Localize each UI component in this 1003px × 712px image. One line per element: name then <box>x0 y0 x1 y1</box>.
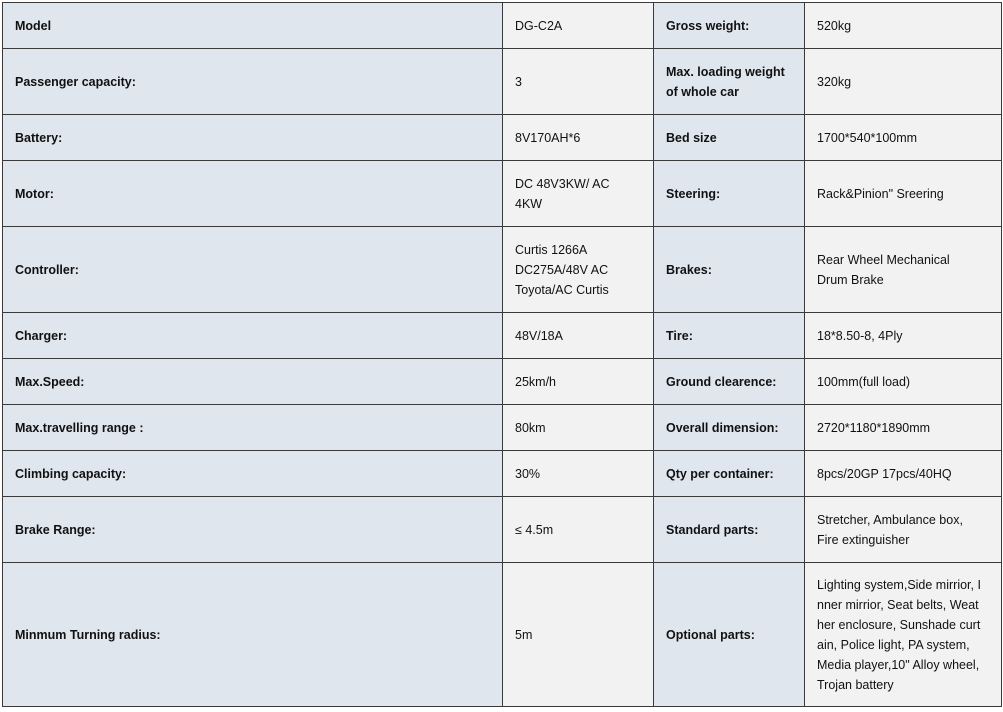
table-row <box>3 161 1002 227</box>
table-row <box>3 497 1002 563</box>
spec-value: Stretcher, Ambulance box, Fire extinguisher <box>805 497 1002 563</box>
spec-label: Max.Speed: <box>3 359 503 405</box>
spec-label: Brake Range: <box>3 497 503 563</box>
spec-table <box>2 2 1002 707</box>
spec-label: Brakes: <box>654 227 805 313</box>
spec-label: Passenger capacity: <box>3 49 503 115</box>
spec-value: Lighting system,Side mirrior, I nner mirrior, Seat belts, Weat her enclosure, Sunshade curt ain, Police light, PA system, Media player,10" Alloy wheel, Trojan battery <box>805 563 1002 707</box>
spec-label: Max.travelling range : <box>3 405 503 451</box>
spec-label: Battery: <box>3 115 503 161</box>
spec-label: Motor: <box>3 161 503 227</box>
table-row <box>3 115 1002 161</box>
spec-label: Qty per container: <box>654 451 805 497</box>
spec-value: DG-C2A <box>503 3 654 49</box>
table-row <box>3 3 1002 49</box>
spec-value: 48V/18A <box>503 313 654 359</box>
spec-label: Ground clearence: <box>654 359 805 405</box>
spec-label: Gross weight: <box>654 3 805 49</box>
spec-value: Curtis 1266A DC275A/48V AC Toyota/AC Curtis <box>503 227 654 313</box>
spec-label: Overall dimension: <box>654 405 805 451</box>
spec-value: 320kg <box>805 49 1002 115</box>
spec-value: 100mm(full load) <box>805 359 1002 405</box>
table-row <box>3 227 1002 313</box>
spec-value: 2720*1180*1890mm <box>805 405 1002 451</box>
table-row <box>3 313 1002 359</box>
spec-label: Charger: <box>3 313 503 359</box>
spec-value: Rack&Pinion" Sreering <box>805 161 1002 227</box>
spec-label: Climbing capacity: <box>3 451 503 497</box>
table-row <box>3 49 1002 115</box>
table-row <box>3 405 1002 451</box>
spec-label: Model <box>3 3 503 49</box>
spec-value: DC 48V3KW/ AC 4KW <box>503 161 654 227</box>
spec-value: 8pcs/20GP 17pcs/40HQ <box>805 451 1002 497</box>
table-row <box>3 563 1002 707</box>
spec-value: 1700*540*100mm <box>805 115 1002 161</box>
table-row <box>3 359 1002 405</box>
spec-label: Max. loading weight of whole car <box>654 49 805 115</box>
spec-label: Tire: <box>654 313 805 359</box>
spec-value: 80km <box>503 405 654 451</box>
spec-value: 8V170AH*6 <box>503 115 654 161</box>
spec-value: 520kg <box>805 3 1002 49</box>
spec-label: Standard parts: <box>654 497 805 563</box>
spec-value: Rear Wheel Mechanical Drum Brake <box>805 227 1002 313</box>
spec-value: 18*8.50-8, 4Ply <box>805 313 1002 359</box>
spec-label: Steering: <box>654 161 805 227</box>
spec-label: Minmum Turning radius: <box>3 563 503 707</box>
spec-value: 25km/h <box>503 359 654 405</box>
spec-value: 30% <box>503 451 654 497</box>
spec-value: ≤ 4.5m <box>503 497 654 563</box>
spec-label: Bed size <box>654 115 805 161</box>
spec-value: 3 <box>503 49 654 115</box>
table-row <box>3 451 1002 497</box>
spec-label: Optional parts: <box>654 563 805 707</box>
spec-value: 5m <box>503 563 654 707</box>
spec-label: Controller: <box>3 227 503 313</box>
